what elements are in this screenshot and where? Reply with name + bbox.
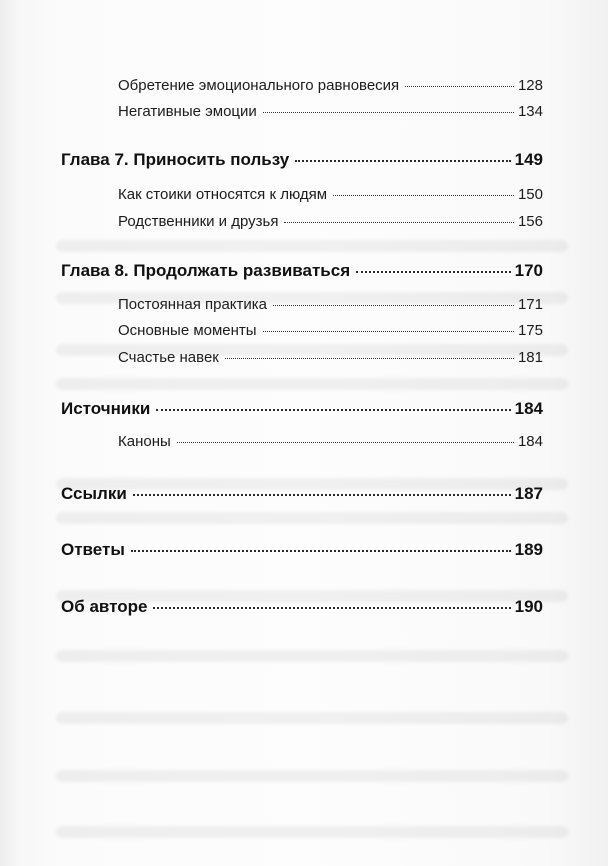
toc-entry-title: Как стоики относятся к людям (118, 186, 328, 203)
toc-chapter-title: Ответы (61, 540, 125, 559)
toc-entry-title: Родственники и друзья (118, 213, 279, 230)
toc-entry-canons[interactable] (118, 433, 543, 450)
toc-chapter-page: 184 (514, 399, 543, 418)
toc-entry-relatives-friends[interactable] (118, 213, 543, 230)
bleed-through-line (56, 650, 568, 662)
bleed-through-line (56, 240, 568, 252)
toc-chapter-title: Глава 7. Приносить пользу (61, 150, 290, 169)
dot-leader (177, 442, 514, 443)
toc-chapter-page: 170 (514, 261, 543, 280)
toc-chapter-title: Глава 8. Продолжать развиваться (61, 261, 351, 280)
toc-entry-constant-practice[interactable] (118, 296, 543, 313)
dot-leader (263, 112, 514, 113)
bleed-through-line (56, 512, 568, 524)
toc-entry-emotional-balance[interactable] (118, 77, 543, 94)
toc-entry-page: 181 (517, 349, 543, 366)
toc-chapter-7[interactable] (61, 150, 543, 170)
toc-entry-page: 175 (517, 322, 543, 339)
toc-chapter-page: 149 (514, 150, 543, 169)
toc-entry-page: 150 (517, 186, 543, 203)
dot-leader (405, 86, 514, 87)
dot-leader (131, 550, 511, 552)
bleed-through-line (56, 378, 568, 390)
bleed-through-line (56, 712, 568, 724)
toc-chapter-title: Об авторе (61, 597, 148, 616)
dot-leader (153, 607, 510, 609)
dot-leader (273, 305, 514, 306)
dot-leader (295, 160, 510, 162)
dot-leader (263, 331, 514, 332)
dot-leader (284, 222, 514, 223)
bleed-through-line (56, 826, 568, 838)
toc-entry-negative-emotions[interactable] (118, 103, 543, 120)
toc-entry-page: 184 (517, 433, 543, 450)
dot-leader (156, 409, 510, 411)
toc-entry-title: Негативные эмоции (118, 103, 257, 120)
toc-chapter-page: 187 (514, 484, 543, 503)
toc-entry-title: Основные моменты (118, 322, 257, 339)
dot-leader (225, 358, 514, 359)
toc-chapter-page: 189 (514, 540, 543, 559)
toc-entry-key-points[interactable] (118, 322, 543, 339)
toc-entry-page: 134 (517, 103, 543, 120)
dot-leader (333, 195, 514, 196)
dot-leader (356, 271, 511, 273)
toc-entry-happiness-forever[interactable] (118, 349, 543, 366)
toc-entry-page: 171 (517, 296, 543, 313)
toc-links[interactable] (61, 484, 543, 504)
toc-entry-page: 128 (517, 77, 543, 94)
toc-chapter-title: Ссылки (61, 484, 127, 503)
toc-answers[interactable] (61, 540, 543, 560)
toc-chapter-title: Источники (61, 399, 151, 418)
bleed-through-line (56, 770, 568, 782)
toc-about-author[interactable] (61, 597, 543, 617)
toc-entry-title: Обретение эмоционального равновесия (118, 77, 400, 94)
toc-entry-stoics-people[interactable] (118, 186, 543, 203)
toc-sources[interactable] (61, 399, 543, 419)
toc-chapter-8[interactable] (61, 261, 543, 281)
toc-entry-title: Каноны (118, 433, 171, 450)
dot-leader (133, 494, 511, 496)
toc-entry-title: Постоянная практика (118, 296, 268, 313)
toc-entry-page: 156 (517, 213, 543, 230)
toc-chapter-page: 190 (514, 597, 543, 616)
toc-entry-title: Счастье навек (118, 349, 219, 366)
